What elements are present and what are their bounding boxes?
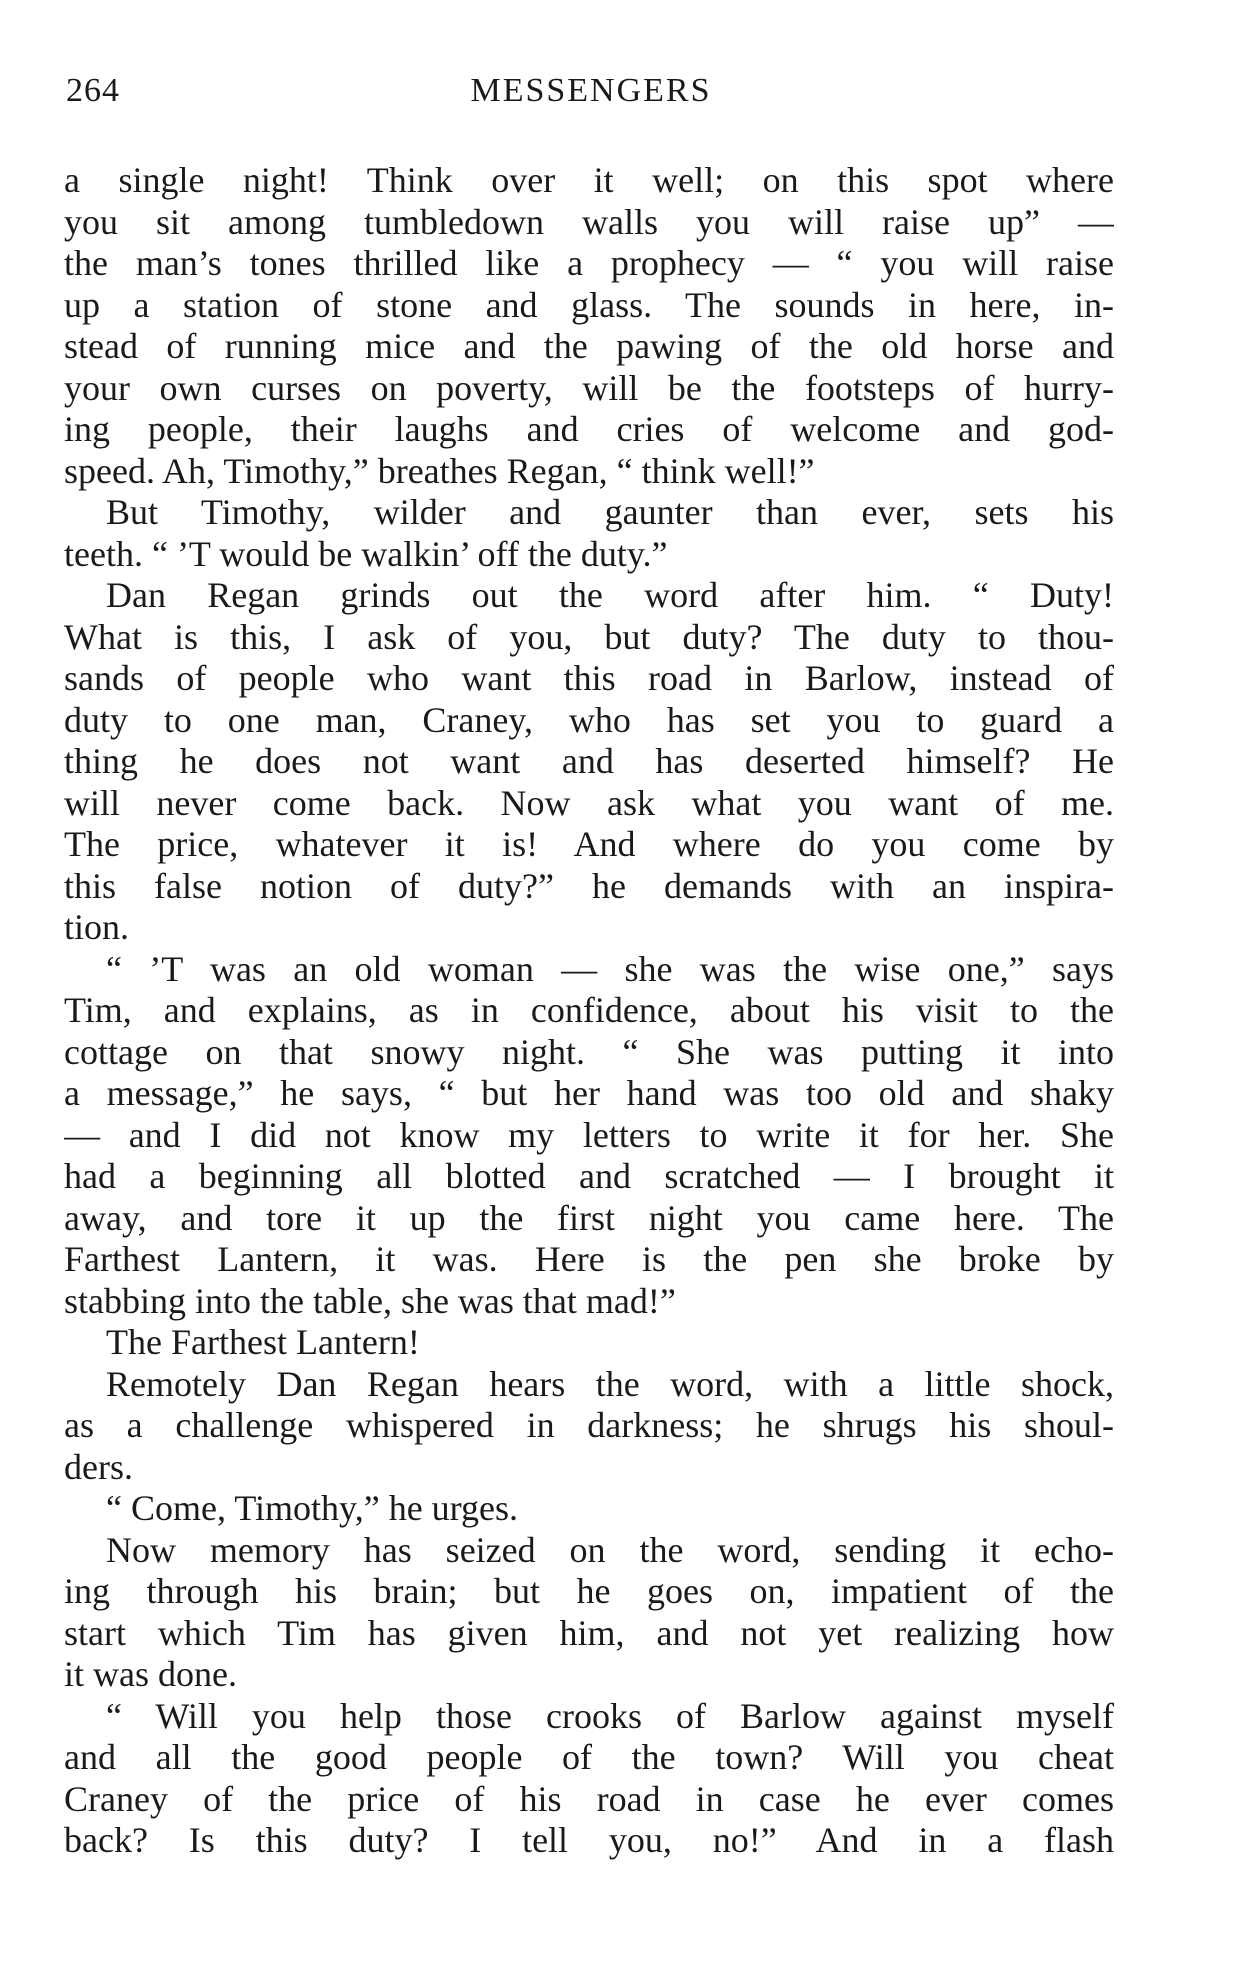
text-line: stead of running mice and the pawing of the old horse and xyxy=(64,326,1114,366)
text-line: and all the good people of the town? Will you cheat xyxy=(64,1737,1114,1777)
text-line: “ Will you help those crooks of Barlow against myself xyxy=(106,1695,1114,1736)
text-line: But Timothy, wilder and gaunter than ever, sets his xyxy=(106,492,1114,532)
text-line: cottage on that snowy night. “ She was putting it into xyxy=(64,1031,1114,1072)
text-line: start which Tim has given him, and not yet realizing how xyxy=(64,1612,1114,1653)
text-line: Tim, and explains, as in confidence, about his visit to the xyxy=(64,990,1114,1030)
text-line: sands of people who want this road in Barlow, instead of xyxy=(64,658,1114,698)
text-line: your own curses on poverty, will be the footsteps of hurry- xyxy=(64,367,1114,408)
text-line: a single night! Think over it well; on this spot where xyxy=(64,160,1114,200)
text-line: Remotely Dan Regan hears the word, with a little shock, xyxy=(106,1363,1114,1404)
text-line: stabbing into the table, she was that mad!” xyxy=(64,1280,676,1321)
page-number: 264 xyxy=(66,72,120,109)
text-line: Craney of the price of his road in case he ever comes xyxy=(64,1778,1114,1819)
text-line: The price, whatever it is! And where do you come by xyxy=(64,824,1114,864)
text-line: thing he does not want and has deserted himself? He xyxy=(64,741,1114,781)
text-line: back? Is this duty? I tell you, no!” And in a flash xyxy=(64,1820,1114,1860)
text-line: duty to one man, Craney, who has set you to guard a xyxy=(64,699,1114,740)
text-line: teeth. “ ’T would be walkin’ off the duty.” xyxy=(64,533,668,574)
text-line: “ Come, Timothy,” he urges. xyxy=(106,1488,518,1528)
running-title: MESSENGERS xyxy=(470,72,712,109)
text-line: the man’s tones thrilled like a prophecy — “ you will raise xyxy=(64,243,1114,283)
text-line: a message,” he says, “ but her hand was too old and shaky xyxy=(64,1073,1114,1113)
text-line: it was done. xyxy=(64,1654,237,1694)
running-head xyxy=(66,72,1116,122)
text-line: speed. Ah, Timothy,” breathes Regan, “ think well!” xyxy=(64,450,815,491)
text-line: this false notion of duty?” he demands with an inspira- xyxy=(64,865,1114,906)
text-line: Dan Regan grinds out the word after him. “ Duty! xyxy=(106,575,1114,615)
text-line: Farthest Lantern, it was. Here is the pen she broke by xyxy=(64,1239,1114,1279)
text-line: ders. xyxy=(64,1446,133,1487)
text-line: had a beginning all blotted and scratched — I brought it xyxy=(64,1156,1114,1196)
text-line: up a station of stone and glass. The sounds in here, in- xyxy=(64,284,1114,325)
text-line: What is this, I ask of you, but duty? The duty to thou- xyxy=(64,616,1114,657)
text-line: The Farthest Lantern! xyxy=(106,1322,420,1362)
text-line: ing people, their laughs and cries of welcome and god- xyxy=(64,409,1114,449)
text-line: away, and tore it up the first night you came here. The xyxy=(64,1197,1114,1238)
body-text xyxy=(64,160,1114,1862)
text-line: — and I did not know my letters to write it for her. She xyxy=(64,1114,1114,1155)
text-line: you sit among tumbledown walls you will raise up” — xyxy=(64,201,1114,242)
text-line: “ ’T was an old woman — she was the wise one,” says xyxy=(106,948,1114,989)
text-line: Now memory has seized on the word, sending it echo- xyxy=(106,1529,1114,1570)
text-line: will never come back. Now ask what you want of me. xyxy=(64,782,1114,823)
text-line: ing through his brain; but he goes on, impatient of the xyxy=(64,1571,1114,1611)
text-line: as a challenge whispered in darkness; he shrugs his shoul- xyxy=(64,1405,1114,1445)
text-line: tion. xyxy=(64,907,130,947)
